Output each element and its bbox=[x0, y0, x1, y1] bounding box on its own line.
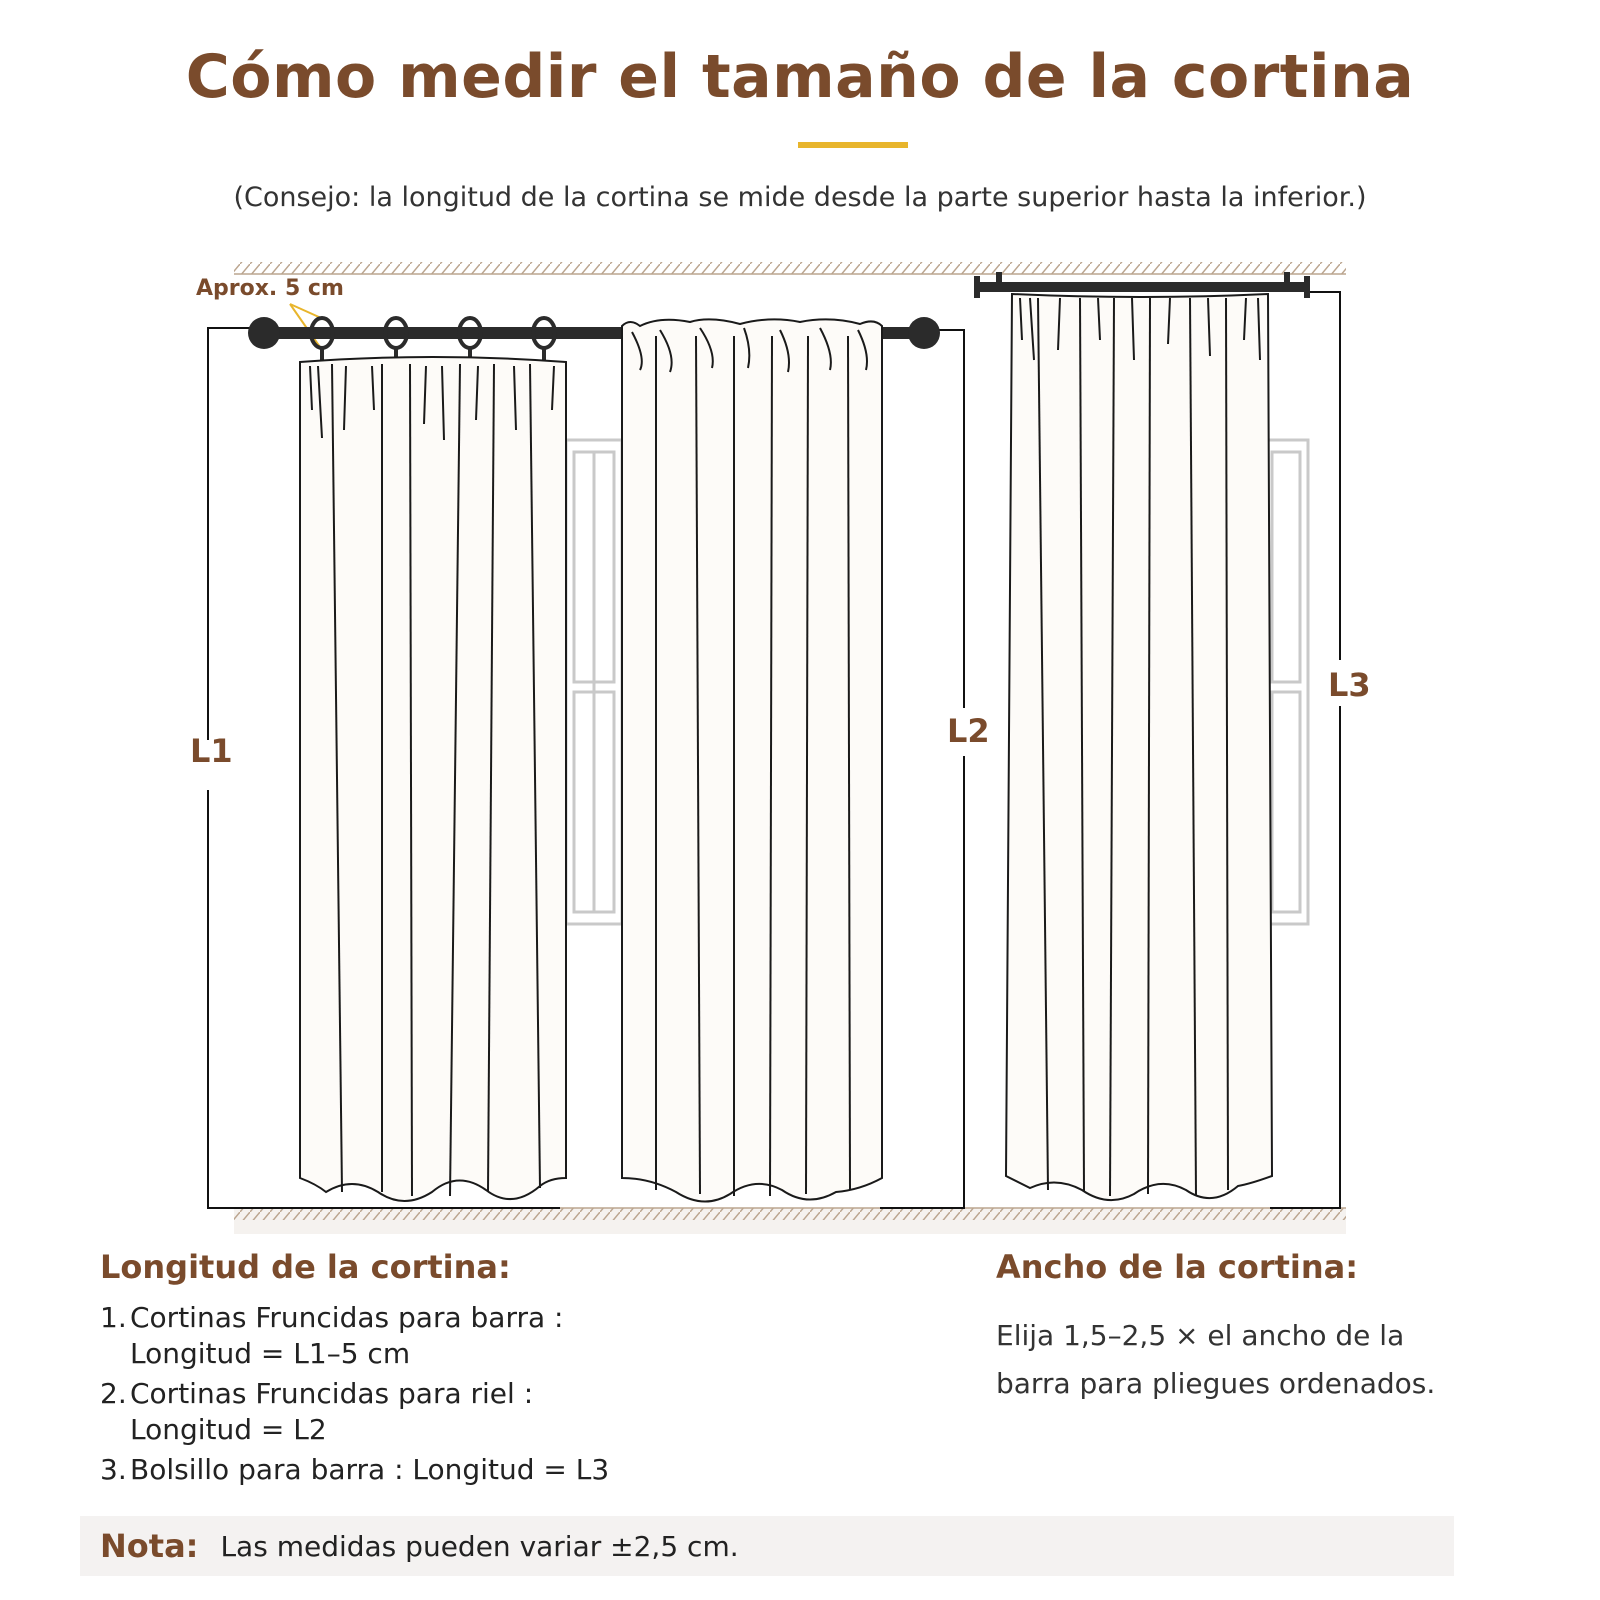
page-subtitle: (Consejo: la longitud de la cortina se mide desde la parte superior hasta la inferior.) bbox=[233, 182, 1367, 213]
width-heading: Ancho de la cortina: bbox=[996, 1248, 1359, 1286]
page-title: Cómo medir el tamaño de la cortina bbox=[185, 42, 1415, 112]
width-text-line: Elija 1,5–2,5 × el ancho de la bbox=[996, 1319, 1405, 1352]
list-item-number: 2. bbox=[100, 1377, 127, 1410]
l3-label: L3 bbox=[1328, 666, 1371, 704]
l2-label: L2 bbox=[947, 712, 990, 750]
ceiling-hatch bbox=[234, 262, 1346, 274]
note-text: Las medidas pueden variar ±2,5 cm. bbox=[220, 1529, 739, 1563]
curtain-panel-rings bbox=[300, 357, 566, 1201]
list-item-number: 3. bbox=[100, 1453, 127, 1486]
list-item-text: Longitud = L2 bbox=[130, 1413, 327, 1446]
list-item-text: Cortinas Fruncidas para barra : bbox=[130, 1301, 564, 1334]
curtain-panel-rod-pocket bbox=[622, 319, 882, 1201]
length-heading: Longitud de la cortina: bbox=[100, 1248, 511, 1286]
list-item bbox=[100, 1376, 920, 1448]
width-text bbox=[996, 1312, 1516, 1408]
l3-measure-line bbox=[1270, 292, 1340, 1208]
l1-label: L1 bbox=[190, 732, 233, 770]
floor-hatch bbox=[234, 1208, 1346, 1234]
list-item-text: Bolsillo para barra : Longitud = L3 bbox=[130, 1453, 610, 1486]
list-item-text: Longitud = L1–5 cm bbox=[130, 1337, 411, 1370]
width-text-line: barra para pliegues ordenados. bbox=[996, 1367, 1436, 1400]
approx-5cm-label: Aprox. 5 cm bbox=[196, 276, 344, 301]
window-frame-left bbox=[566, 440, 622, 924]
list-item-text: Cortinas Fruncidas para riel : bbox=[130, 1377, 534, 1410]
note-label: Nota: bbox=[100, 1527, 199, 1565]
list-item bbox=[100, 1452, 920, 1488]
l2-measure-line bbox=[880, 330, 964, 1208]
list-item-number: 1. bbox=[100, 1301, 127, 1334]
list-item bbox=[100, 1300, 920, 1372]
length-list bbox=[100, 1300, 920, 1492]
curtain-panel-track bbox=[1006, 294, 1272, 1200]
note-bar bbox=[80, 1516, 1454, 1576]
